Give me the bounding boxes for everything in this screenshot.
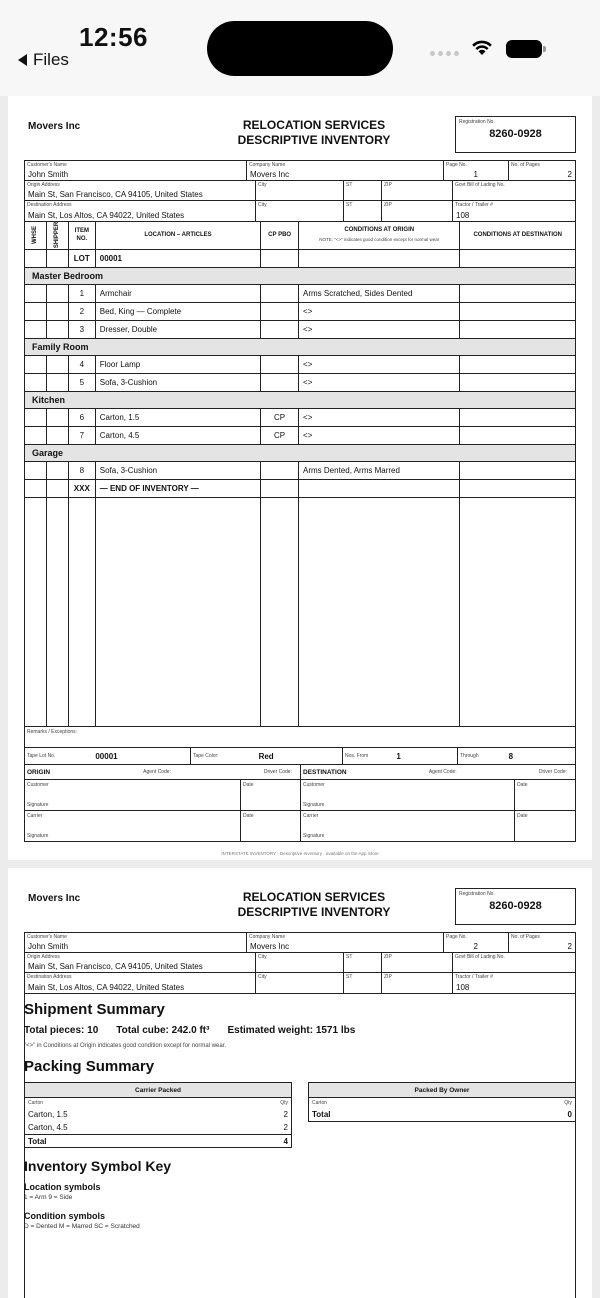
cp-pbo — [261, 356, 299, 373]
condition-origin: <> — [299, 374, 460, 391]
cell — [460, 480, 575, 497]
total-cube: Total cube: 242.0 ft³ — [116, 1025, 210, 1036]
article: Sofa, 3-Cushion — [96, 374, 261, 391]
cell — [460, 409, 575, 426]
packing-summary-title: Packing Summary — [24, 1058, 155, 1075]
item-no: 1 — [69, 285, 96, 302]
destination-agent-code: Agent Code: — [428, 769, 457, 775]
total-label: Total — [28, 1136, 47, 1146]
cell — [47, 321, 69, 338]
label: Customer — [303, 782, 325, 788]
article: Floor Lamp — [96, 356, 261, 373]
cell — [47, 409, 69, 426]
label: Company Name — [249, 162, 286, 168]
label: Customer — [27, 782, 49, 788]
back-arrow-icon — [18, 54, 27, 66]
page-no: 2 — [473, 942, 478, 951]
customer-name: John Smith — [28, 170, 69, 179]
cell — [47, 285, 69, 302]
destination-address: Main St, Los Altos, CA 94022, United States — [28, 983, 185, 992]
label: Company Name — [249, 934, 286, 940]
label: Destination Address — [27, 202, 72, 208]
cell — [47, 480, 69, 497]
origin-address: Main St, San Francisco, CA 94105, United States — [28, 190, 203, 199]
battery-icon — [506, 40, 542, 58]
cell — [25, 321, 47, 338]
table-row — [25, 1108, 291, 1121]
col-origin-note: NOTE: "<>" indicates good condition except for normal wear — [319, 237, 440, 242]
article: — END OF INVENTORY — — [96, 480, 261, 497]
grid-column-headers — [25, 221, 575, 250]
condition-origin: <> — [299, 356, 460, 373]
destination-driver-code: Driver Code: — [538, 769, 567, 775]
label: Signature — [27, 833, 49, 839]
condition-symbols: D = Dented M = Marred SC = Scratched — [24, 1223, 140, 1230]
article: Carton, 1.5 — [96, 409, 261, 426]
item-no: 2 — [69, 303, 96, 320]
article: Carton, 4.5 — [96, 427, 261, 444]
origin-address: Main St, San Francisco, CA 94105, United States — [28, 962, 203, 971]
back-label: Files — [33, 50, 69, 69]
page-no: 1 — [473, 170, 478, 179]
label: ST — [346, 202, 353, 208]
back-to-files-button[interactable] — [18, 50, 69, 70]
tape-color: Red — [258, 751, 274, 761]
cell — [25, 409, 47, 426]
registration-box — [455, 116, 576, 153]
cp-pbo — [261, 374, 299, 391]
company-name-field: Movers Inc — [250, 170, 290, 179]
cell — [460, 427, 575, 444]
total-row — [309, 1108, 575, 1121]
inventory-sections — [25, 268, 575, 498]
cell — [460, 374, 575, 391]
col-conditions-origin — [299, 221, 460, 249]
origin-title: ORIGIN — [27, 768, 51, 776]
carton-qty: 2 — [283, 1110, 288, 1119]
label: Govt Bill of Lading No. — [455, 182, 505, 188]
label: Page No. — [446, 934, 467, 940]
cell — [47, 374, 69, 391]
col-conditions-destination: CONDITIONS AT DESTINATION — [473, 232, 563, 238]
label: ZIP — [384, 182, 392, 188]
page-footer: INTERSTATE INVENTORY · Descriptive Inventory · available on the App Store — [221, 851, 379, 856]
col-origin-title: CONDITIONS AT ORIGIN — [344, 227, 415, 233]
destination-address: Main St, Los Altos, CA 94022, United States — [28, 211, 185, 220]
tape-lot: 00001 — [95, 751, 118, 761]
cell — [25, 427, 47, 444]
through-label: Through — [460, 753, 479, 759]
label: ZIP — [384, 974, 392, 980]
label: Date — [243, 813, 254, 819]
section-header: Family Room — [25, 339, 575, 356]
col-qty: Qty — [564, 1100, 572, 1106]
clock: 12:56 — [79, 22, 148, 52]
section-header: Master Bedroom — [25, 268, 575, 285]
no-of-pages: 2 — [567, 170, 572, 179]
header-fields — [24, 160, 576, 222]
company-name-field: Movers Inc — [250, 942, 290, 951]
shipment-totals — [24, 1025, 355, 1036]
label: Customer's Name — [27, 934, 67, 940]
company-name: Movers Inc — [28, 121, 81, 132]
cp-pbo — [261, 462, 299, 479]
label: ST — [346, 974, 353, 980]
col-shipper: SHIPPER — [54, 221, 61, 249]
title-line-2: DESCRIPTIVE INVENTORY — [237, 905, 391, 919]
item-no: 4 — [69, 356, 96, 373]
form-title — [158, 890, 470, 920]
symbol-key-title: Inventory Symbol Key — [24, 1158, 172, 1174]
company-name: Movers Inc — [28, 893, 81, 904]
total-qty: 0 — [567, 1110, 572, 1119]
registration-box — [455, 888, 576, 925]
shipment-summary-title: Shipment Summary — [24, 1001, 165, 1018]
form-title — [158, 118, 470, 148]
cell — [460, 285, 575, 302]
dynamic-island — [207, 21, 393, 76]
label: Page No. — [446, 162, 467, 168]
registration-label: Registration No. — [459, 891, 495, 897]
carrier-packed-table — [24, 1082, 292, 1148]
col-qty: Qty — [280, 1100, 288, 1106]
origin-destination-header — [25, 765, 575, 780]
condition-origin: <> — [299, 303, 460, 320]
cell — [25, 480, 47, 497]
label: City — [258, 202, 267, 208]
item-no: 6 — [69, 409, 96, 426]
total-pieces: Total pieces: 10 — [24, 1025, 99, 1036]
label: Carrier — [303, 813, 319, 819]
article: Dresser, Double — [96, 321, 261, 338]
signal-icon — [430, 51, 459, 56]
lot-row — [25, 250, 575, 268]
label: Date — [517, 813, 528, 819]
tape-lot-label: Tape Lot No. — [27, 753, 56, 759]
title-line-2: DESCRIPTIVE INVENTORY — [237, 133, 391, 147]
cp-pbo: CP — [261, 427, 299, 444]
cell — [47, 303, 69, 320]
cell — [47, 427, 69, 444]
label: Destination Address — [27, 974, 72, 980]
table-row — [25, 480, 575, 498]
col-location: LOCATION – ARTICLES — [96, 221, 261, 249]
section-header: Kitchen — [25, 392, 575, 409]
registration-label: Registration No. — [459, 119, 495, 125]
label: Date — [517, 782, 528, 788]
label: Tractor / Trailer # — [455, 202, 493, 208]
customer-name: John Smith — [28, 942, 69, 951]
item-no: 7 — [69, 427, 96, 444]
tractor-no: 108 — [456, 211, 470, 220]
label: Signature — [27, 802, 49, 808]
col-carton: Carton — [312, 1100, 328, 1106]
article: Bed, King — Complete — [96, 303, 261, 320]
label: ST — [346, 182, 353, 188]
total-qty: 4 — [283, 1136, 288, 1146]
label: ST — [346, 954, 353, 960]
table-row — [25, 285, 575, 303]
cell — [25, 462, 47, 479]
origin-agent-code: Agent Code: — [143, 769, 171, 775]
label: Origin Address — [27, 954, 60, 960]
carrier-packed-title: Carrier Packed — [25, 1083, 291, 1098]
header-fields — [24, 932, 576, 994]
packed-by-owner-table — [308, 1082, 576, 1122]
item-no: 5 — [69, 374, 96, 391]
lot-value: 00001 — [96, 250, 261, 267]
total-label: Total — [312, 1110, 331, 1119]
wifi-icon — [470, 38, 494, 56]
condition-symbols-title: Condition symbols — [24, 1211, 105, 1221]
item-no: XXX — [69, 480, 96, 497]
inventory-page-2 — [8, 868, 592, 1298]
label: City — [258, 182, 267, 188]
table-row — [25, 374, 575, 392]
title-line-1: RELOCATION SERVICES — [242, 118, 386, 132]
condition-origin: <> — [299, 409, 460, 426]
table-row — [25, 356, 575, 374]
label: Signature — [303, 802, 325, 808]
label: City — [258, 974, 267, 980]
customer-signature-row — [25, 780, 575, 811]
registration-number: 8260-0928 — [489, 128, 542, 140]
condition-origin — [299, 480, 460, 497]
carton-qty: 2 — [283, 1123, 288, 1132]
cell — [460, 321, 575, 338]
title-line-1: RELOCATION SERVICES — [242, 890, 386, 904]
through: 8 — [508, 751, 514, 761]
status-bar — [0, 0, 600, 96]
inventory-grid — [24, 221, 576, 842]
location-symbols: 1 = Arm 9 = Side — [24, 1194, 73, 1201]
label: City — [258, 954, 267, 960]
label: Customer's Name — [27, 162, 67, 168]
cell — [25, 374, 47, 391]
table-row — [25, 1121, 291, 1134]
destination-title: DESTINATION — [303, 768, 347, 776]
blank-rows — [25, 498, 575, 727]
cp-pbo — [261, 321, 299, 338]
tape-color-label: Tape Color: — [193, 753, 219, 759]
condition-origin: Arms Dented, Arms Marred — [299, 462, 460, 479]
cp-pbo: CP — [261, 409, 299, 426]
cell — [460, 356, 575, 373]
tape-row — [25, 748, 575, 765]
table-row — [25, 321, 575, 339]
label: Signature — [303, 833, 325, 839]
label: Date — [243, 782, 254, 788]
col-cp-pbo: CP PBO — [261, 221, 299, 249]
table-row — [25, 303, 575, 321]
section-header: Garage — [25, 445, 575, 462]
no-of-pages: 2 — [567, 942, 572, 951]
cell — [47, 356, 69, 373]
label: ZIP — [384, 202, 392, 208]
label: Govt Bill of Lading No. — [455, 954, 505, 960]
table-row — [25, 427, 575, 445]
cell — [25, 285, 47, 302]
nos-from-label: Nos. From — [345, 753, 369, 759]
label: No. of Pages — [511, 934, 540, 940]
condition-origin: <> — [299, 427, 460, 444]
carton-name: Carton, 4.5 — [28, 1123, 68, 1132]
inventory-page-1 — [8, 96, 592, 860]
cell — [25, 303, 47, 320]
article: Sofa, 3-Cushion — [96, 462, 261, 479]
carton-name: Carton, 1.5 — [28, 1110, 68, 1119]
registration-number: 8260-0928 — [489, 900, 542, 912]
label: Tractor / Trailer # — [455, 974, 493, 980]
label: Carrier — [27, 813, 43, 819]
tractor-no: 108 — [456, 983, 470, 992]
origin-driver-code: Driver Code: — [263, 769, 292, 775]
cell — [25, 356, 47, 373]
packed-by-owner-title: Packed By Owner — [309, 1083, 575, 1098]
col-item-no: ITEM NO. — [69, 221, 96, 249]
condition-note: "<>" in Conditions at Origin indicates good condition except for normal wear. — [24, 1043, 227, 1049]
article: Armchair — [96, 285, 261, 302]
col-whse: WHSE — [32, 226, 39, 244]
carrier-signature-row — [25, 811, 575, 841]
cell — [460, 462, 575, 479]
label: Origin Address — [27, 182, 60, 188]
remarks-label: Remarks / Exceptions: — [27, 729, 78, 735]
table-row — [25, 462, 575, 480]
lot-label: LOT — [69, 250, 96, 267]
cell — [47, 462, 69, 479]
label: ZIP — [384, 954, 392, 960]
item-no: 3 — [69, 321, 96, 338]
total-row — [25, 1134, 291, 1147]
cell — [460, 303, 575, 320]
col-carton: Carton — [28, 1100, 44, 1106]
estimated-weight: Estimated weight: 1571 lbs — [227, 1025, 356, 1036]
nos-from: 1 — [396, 751, 401, 761]
cp-pbo — [261, 480, 299, 497]
condition-origin: <> — [299, 321, 460, 338]
location-symbols-title: Location symbols — [24, 1182, 101, 1192]
table-row — [25, 409, 575, 427]
remarks-field — [25, 727, 575, 748]
cp-pbo — [261, 285, 299, 302]
label: No. of Pages — [511, 162, 540, 168]
condition-origin: Arms Scratched, Sides Dented — [299, 285, 460, 302]
cp-pbo — [261, 303, 299, 320]
item-no: 8 — [69, 462, 96, 479]
